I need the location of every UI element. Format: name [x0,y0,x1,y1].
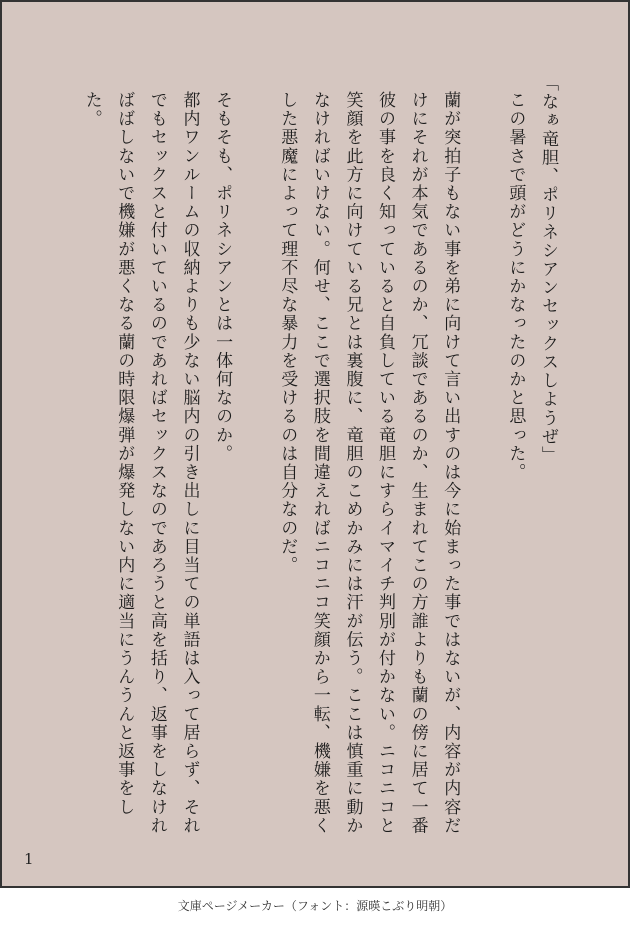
footer-credit: 文庫ページメーカー（フォント：源暎こぶり明朝） [177,899,453,913]
vertical-text-body [75,74,564,844]
paragraph: 蘭が突拍子もない事を弟に向けて言い出すのは今に始まった事ではないが、内容が内容だけにそれが本気であるのか、冗談であるのか、生まれてこの方誰よりも蘭の傍に居て一番彼の事を良く知っていると自負している竜胆にすらイマイチ判別が付かない。ニコニコと笑顔を此方に向けている兄とは裏腹に、竜胆のこめかみには汗が伝う。ここは慎重に動かなければいけない。何せ、ここで選択肢を間違えればニコニコ笑顔から一転、機嫌を悪くした悪魔によって理不尽な暴力を受けるのは自分なのだ。 [277,91,461,835]
paragraph: この暑さで頭がどうにかなったのかと思った。 [505,91,526,482]
page-number: 1 [24,850,34,868]
paragraph: 都内ワンルームの収納よりも少ない脳内の引き出しに目当ての単語は入って居らず、それでもセックスと付いているのであればセックスなのであろうと高を括り、返事をしなければばしないで機嫌が悪くなる蘭の時限爆弾が爆発しない内に適当にうんうんと返事をした。 [81,91,200,835]
blank-line [466,74,499,844]
paragraph: そもそも、ポリネシアンとは一体何なのか。 [212,91,233,463]
blank-line [238,74,271,844]
dialogue-line: 「なぁ竜胆、ポリネシアンセックスしようぜ」 [538,74,558,465]
